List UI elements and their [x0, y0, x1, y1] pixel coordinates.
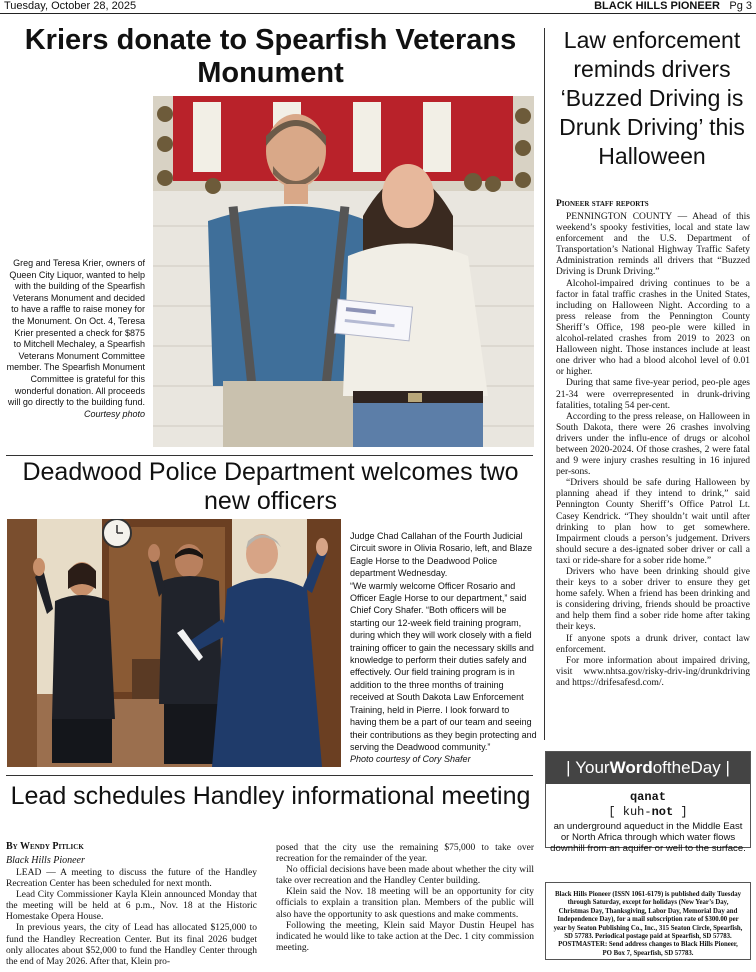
- lead-paragraph: Klein said the Nov. 18 meeting will be an opportunity for city officials to explain a transition plan. Members of the public will also have the opportunity to ask questions and make comments.: [276, 887, 534, 920]
- deadwood-caption-text-2: “We warmly welcome Officer Rosario and Officer Eagle Horse to our department,” said Chief Cory Shafer. “Both officers will be starting our 12-week field training program, during which they will work closely with a field training officer to gain the necessary skills and knowledge to perform their duties safely and effectively. Our field training program is in addition to the three months of training received at South Dakota Law Enforcement Training, held in Pierre. I look forward to having them be a part of our team and seeing their contributions as they begin protecting and serving the Deadwood community.”: [350, 580, 537, 752]
- kriers-headline: Kriers donate to Spearfish Veterans Monument: [24, 24, 517, 89]
- wotd-pron-close: ]: [673, 805, 688, 819]
- lead-paragraph: No official decisions have been made about whether the city will take over recreation and the Handley Center building.: [276, 865, 534, 887]
- lead-column-1: [6, 868, 257, 968]
- section-divider: [6, 775, 533, 776]
- law-paragraph: According to the press release, on Halloween in South Dakota, there were 26 crashes involving drivers under the influ-ence of drugs or alcohol between 2020-2024. Of those crashes, 2 were fatal and 9 were injury crashes resulting in 16 injured per-sons.: [556, 411, 750, 478]
- law-paragraph: PENNINGTON COUNTY — Ahead of this weekend’s spooky festivities, local and state law enforcement and the U.S. Department of Transportation’s National Highway Traffic Safety Administration reminds all drivers that “Buzzed Driving is Drunk Driving.”: [556, 212, 750, 278]
- paper-name: BLACK HILLS PIONEER: [594, 0, 720, 12]
- publication-info-box: [545, 882, 751, 960]
- deadwood-headline: Deadwood Police Department welcomes two new officers: [22, 458, 519, 515]
- kriers-photo-credit: Courtesy photo: [83, 408, 145, 419]
- masthead: [0, 0, 756, 14]
- wotd-pron-open: [ kuh-: [608, 805, 652, 819]
- kriers-caption-text: Greg and Teresa Krier, owners of Queen City Liquor, wanted to help with the building of the Spearfish Veterans Monument and decided to have a raffle to raise money for the Monument. On Oct. 4, Teresa Krier presented a check for $875 to Mitchell Mechaley, a Spearfish Veterans Monument Committee member. The Spearfish Monument Committee is grateful for this wonderful donation. All proceeds will go directly to the building fund.: [6, 258, 145, 408]
- issue-date: Tuesday, October 28, 2025: [4, 0, 137, 12]
- lead-headline: Lead schedules Handley informational meeting: [10, 782, 531, 810]
- law-byline: Pioneer staff reports: [556, 199, 649, 209]
- kriers-photo: [153, 96, 534, 447]
- lead-paragraph: Following the meeting, Klein said Mayor Dustin Heupel has indicated he would like to take action at the Dec. 1 city commission meeting.: [276, 920, 534, 953]
- law-paragraph: Drivers who have been drinking should give their keys to a sober driver to ensure they get home safely. When a friend has been drinking and is considering driving, friends should be proactive and help them find a sober ride home after taking their keys.: [556, 567, 750, 633]
- section-divider: [6, 455, 533, 456]
- wotd-head-your: Your: [575, 758, 610, 777]
- lead-paragraph: In previous years, the city of Lead has allocated $125,000 to fund the Handley Recreation Center. But its final 2026 budget only allocates about $52,000 to fund the Handley Center through the end of May 2026. After that, Klein pro-: [6, 923, 257, 967]
- lead-column-2: [276, 843, 534, 954]
- law-paragraph: Alcohol-impaired driving continues to be a factor in fatal traffic crashes in the United States, including on Halloween Night. According to a press release from the Pennington County Sheriff’s Office, 198 peo-ple were killed in alcohol-related crashes from 2019 to 2023 on Halloween night. Those instances include at least one driver who had a blood alcohol level of 0.01 or higher.: [556, 278, 750, 378]
- page-number: Pg 3: [729, 0, 752, 12]
- law-body: [556, 212, 750, 689]
- law-paragraph: During that same five-year period, peo-ple ages 21-34 were overrepresented in drunk-driving fatalities, totaling 54 per-cent.: [556, 378, 750, 411]
- law-paragraph: “Drivers should be safe during Halloween by planning ahead if they intend to drink,” said Pennington County Sheriff’s Office Patrol Lt. Casey Kendrick. “They shouldn’t wait until after drinking to plan how to get somewhere. Impairment clouds a person’s judgement. Drivers should secure a des-ignated sober driver or call a taxi or ride-share for a sober ride home.”: [556, 478, 750, 566]
- law-paragraph: For more information about impaired driving, visit www.nhtsa.gov/risky-driv-ing/drunkdriving and https://drifesafesd.com/.: [556, 655, 750, 688]
- kriers-caption: [6, 258, 145, 420]
- wotd-word: qanat: [629, 790, 666, 804]
- deadwood-caption-text-1: Judge Chad Callahan of the Fourth Judicial Circuit swore in Olivia Rosario, left, and Blaze Eagle Horse to the Deadwood Police department Wednesday.: [350, 531, 533, 579]
- wotd-definition: an underground aqueduct in the Middle East or North Africa through which water flows downhill from an aquifer or well to the surface.: [550, 821, 746, 854]
- word-of-the-day-box: [545, 751, 751, 854]
- wotd-head-rest: oftheDay: [652, 758, 721, 777]
- deadwood-photo: [7, 519, 341, 767]
- publication-info-text: Black Hills Pioneer (ISSN 1061-6179) is published daily Tuesday through Saturday, except for holidays (New Year’s Day, Christmas Day, Thanksgiving, Labor Day, Memorial Day and Independence Day), for a mail subscription rate of $300.00 per year by Seaton Publishing Co., Inc., 315 Seaton Circle, Spearfish, SD 57783. Periodical postage paid at Spearfish, SD 57783. POSTMASTER: Send address changes to Black Hills Pioneer, PO Box 7, Spearfish, SD 57783.: [553, 891, 743, 957]
- law-headline: Law enforcement reminds drivers ‘Buzzed Driving is Drunk Driving’ this Halloween: [559, 27, 745, 169]
- lead-byline: By Wendy Pitlick: [6, 841, 84, 852]
- deadwood-photo-credit: Photo courtesy of Cory Shafer: [350, 754, 471, 765]
- wotd-pronunciation: [546, 805, 750, 819]
- lead-byline-source: Black Hills Pioneer: [6, 855, 85, 866]
- deadwood-caption: [350, 530, 538, 766]
- column-divider: [544, 28, 545, 740]
- law-paragraph: If anyone spots a drunk driver, contact law enforcement.: [556, 633, 750, 655]
- wotd-head-word: Word: [609, 758, 653, 777]
- wotd-pron-stress: not: [651, 805, 674, 819]
- word-of-the-day-header: | YourWordoftheDay |: [546, 752, 750, 784]
- lead-paragraph: Lead City Commissioner Kayla Klein announced Monday that the meeting will be held at 6 p.m., Nov. 18 at the Historic Homestake Opera House.: [6, 890, 257, 923]
- lead-paragraph: posed that the city use the remaining $75,000 to take over recreation for the remainder of the year.: [276, 843, 534, 865]
- lead-paragraph: LEAD — A meeting to discuss the future of the Handley Recreation Center has been scheduled for next month.: [6, 868, 257, 890]
